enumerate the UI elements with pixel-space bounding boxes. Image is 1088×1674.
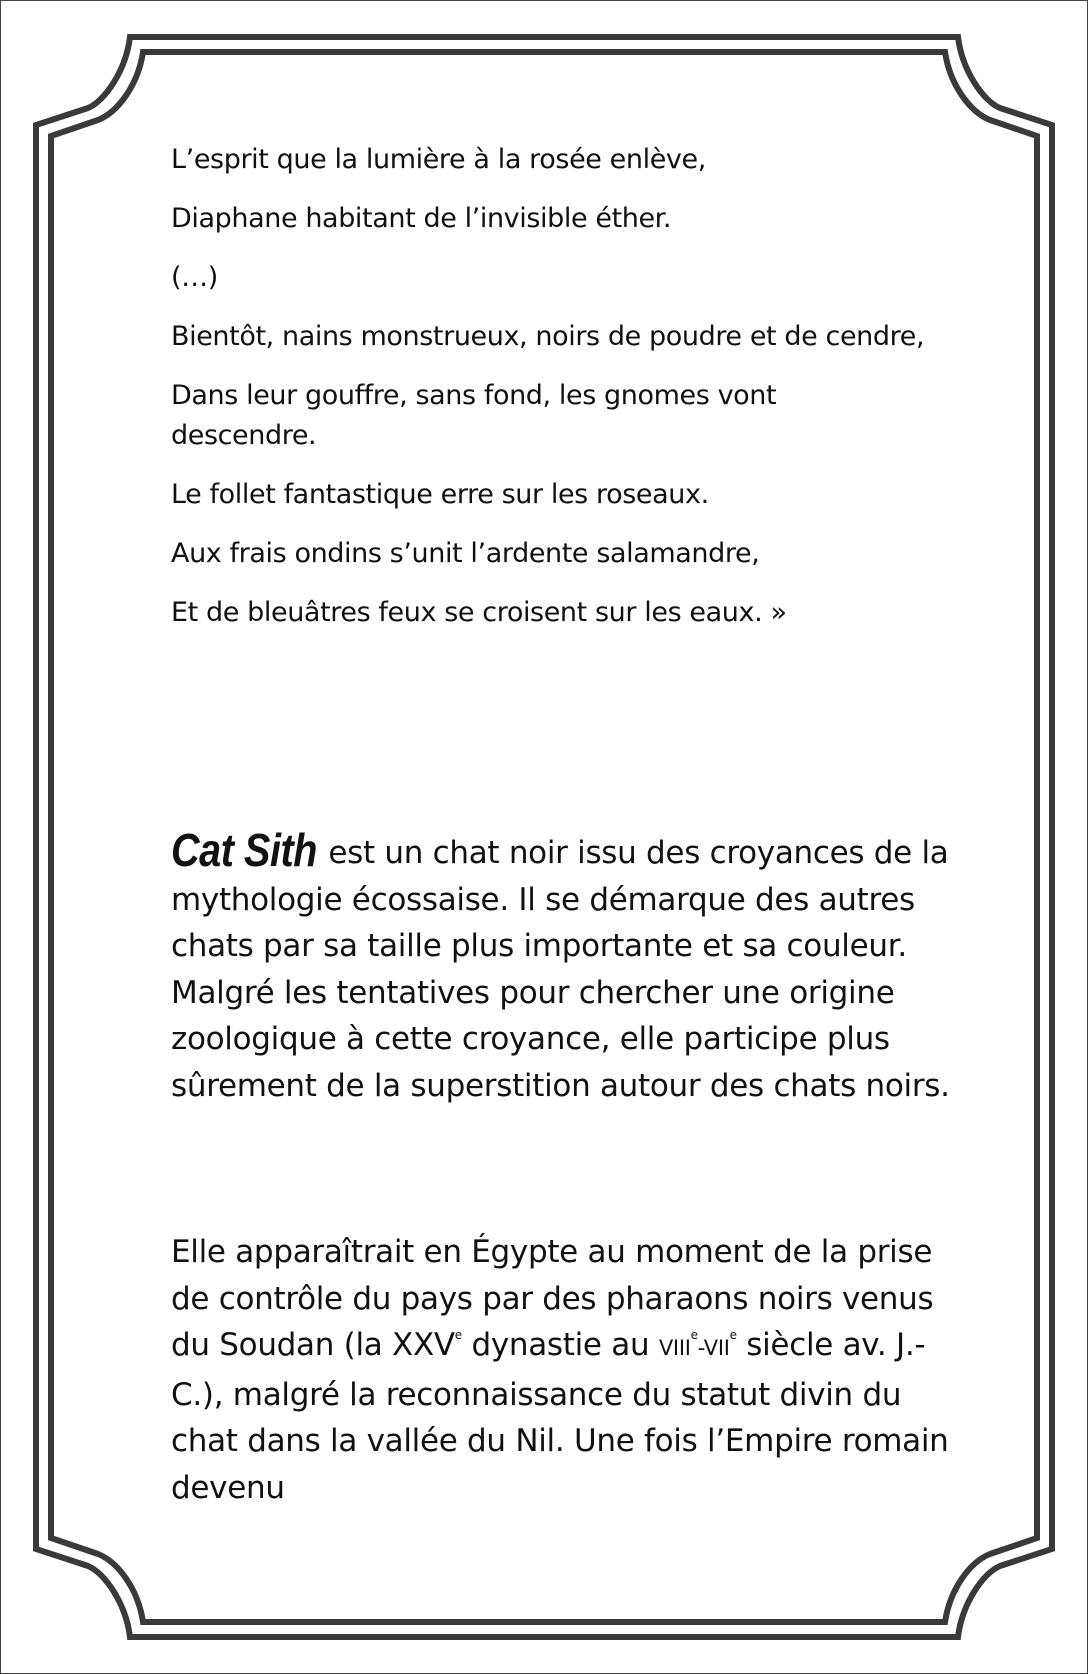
century-separator: - [697,1336,704,1360]
poem-line: Bientôt, nains monstrueux, noirs de poudre et de cendre, [171,321,925,352]
poem-line: (…) [171,262,218,293]
paragraph-2-text-b: dynastie au [461,1327,659,1363]
paragraph-2-text-c: siècle av. J.-C.), malgré la reconnaissance du statut divin du chat dans la vallée du Nil. Une fois l’Empire romain devenu [171,1327,949,1506]
century-numeral-2: VII [703,1336,730,1360]
poem-line: L’esprit que la lumière à la rosée enlève, [171,144,706,175]
poem-line: Diaphane habitant de l’invisible éther. [171,203,672,234]
poem-line: Le follet fantastique erre sur les roseaux. [171,479,709,510]
poem-excerpt [171,140,951,652]
poem-line: Dans leur gouffre, sans fond, les gnomes vont descendre. [171,380,777,451]
century-superscript-1: e [690,1328,698,1342]
paragraph-2-text-a: Elle apparaîtrait en Égypte au moment de la prise de contrôle du pays par des pharaons noirs venus du Soudan (la XXV [171,1234,934,1363]
century-superscript-2: e [729,1328,737,1342]
entry-paragraph-1 [171,824,951,1109]
century-numeral-1: VIII [658,1336,691,1360]
poem-line: Aux frais ondins s’unit l’ardente salamandre, [171,538,760,569]
poem-line: Et de bleuâtres feux se croisent sur les eaux. » [171,597,787,628]
dynasty-superscript: e [454,1328,462,1342]
entry-term-heading: Cat Sith [171,824,318,876]
entry-paragraph-2 [171,1229,951,1511]
entry-paragraph-1-text: est un chat noir issu des croyances de la mythologie écossaise. Il se démarque des autres chats par sa taille plus importante et sa couleur. Malgré les tentatives pour chercher une origine zoologique à cette croyance, elle participe plus sûrement de la superstition autour des chats noirs. [171,835,950,1104]
